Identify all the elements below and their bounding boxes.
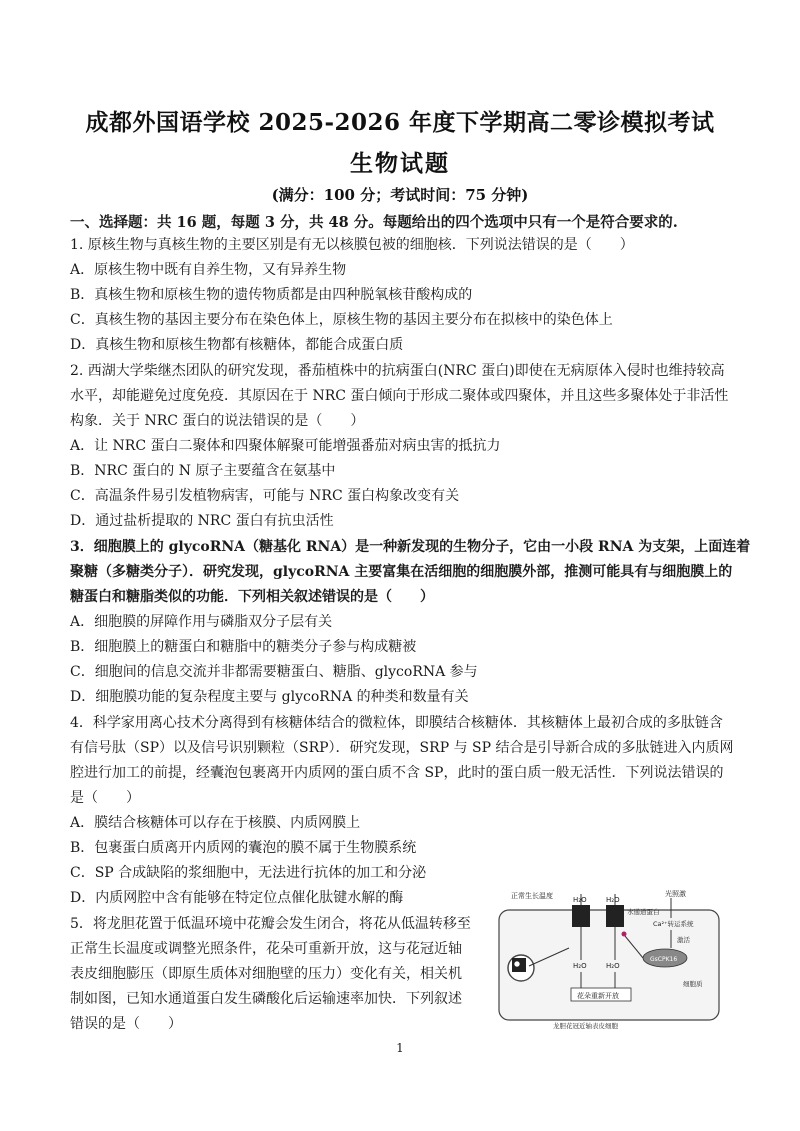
aquaporin-right [606, 905, 624, 927]
q4-stem-line3: 腔进行加工的前提，经囊泡包裹离开内质网的蛋白质不含 SP，此时的蛋白质一般无活性．下列说法错误的 [70, 765, 724, 781]
figure-caption: 龙胆花冠近轴表皮细胞 [553, 1022, 618, 1030]
q4-option-c: C．SP 合成缺陷的浆细胞中，无法进行抗体的加工和分泌 [70, 865, 427, 881]
page-number: 1 [396, 1041, 404, 1055]
exam-title: 成都外国语学校 2025-2026 年度下学期高二零诊模拟考试 [85, 109, 715, 136]
aquaporin-left [572, 905, 590, 927]
q2-option-b: B．NRC 蛋白的 N 原子主要蕴含在氨基中 [70, 463, 336, 479]
q1-option-d: D．真核生物和原核生物都有核糖体，都能合成蛋白质 [70, 337, 404, 353]
mechanism-diagram [493, 888, 725, 1030]
h2o-label-top-left: H₂O [573, 896, 587, 904]
q5-stem-line2: 正常生长温度或调整光照条件，花朵可重新开放，这与花冠近轴 [70, 941, 462, 957]
q5-stem-line1: 5．将龙胆花置于低温环境中花瓣会发生闭合，将花从低温转移至 [70, 916, 471, 932]
q5-stem-line4: 制如图，已知水通道蛋白发生磷酸化后运输速率加快．下列叙述 [70, 991, 462, 1007]
cytoplasm-label: 细胞质 [683, 980, 703, 988]
q4-option-b: B．包裹蛋白质离开内质网的囊泡的膜不属于生物膜系统 [70, 840, 417, 856]
q1-option-c: C．真核生物的基因主要分布在染色体上，原核生物的基因主要分布在拟核中的染色体上 [70, 312, 613, 328]
section-heading: 一、选择题：共 16 题，每题 3 分，共 48 分。每题给出的四个选项中只有一个是符合要求的. [70, 214, 678, 231]
q1-option-a: A．原核生物中既有自养生物，又有异养生物 [70, 262, 347, 278]
q2-stem-line1: 2. 西湖大学柴继杰团队的研究发现，番茄植株中的抗病蛋白(NRC 蛋白)即使在无病原体入侵时也维持较高 [70, 363, 725, 379]
q3-option-b: B．细胞膜上的糖蛋白和糖脂中的糖类分子参与构成糖被 [70, 639, 417, 655]
ca-system-label: Ca²⁺转运系统 [653, 920, 694, 928]
reopen-label: 花朵重新开放 [577, 992, 619, 1000]
q2-option-c: C．高温条件易引发植物病害，可能与 NRC 蛋白构象改变有关 [70, 488, 460, 504]
q2-option-d: D．通过盐析提取的 NRC 蛋白有抗虫活性 [70, 513, 334, 529]
q3-stem-line3: 糖蛋白和糖脂类似的功能．下列相关叙述错误的是（ ） [70, 589, 434, 605]
q4-stem-line1: 4．科学家用离心技术分离得到有核糖体结合的微粒体，即膜结合核糖体．其核糖体上最初合成的多肽链含 [70, 715, 723, 731]
q3-stem-line2: 聚糖（多糖类分子）．研究发现，glycoRNA 主要富集在活细胞的细胞膜外部，推测可能具有与细胞膜上的 [70, 564, 733, 580]
q4-option-d: D．内质网腔中含有能够在特定位点催化肽键水解的酶 [70, 890, 404, 906]
q2-stem-line2: 水平，却能避免过度免疫．其原因在于 NRC 蛋白倾向于形成二聚体或四聚体，并且这些多聚体处于非活性 [70, 388, 729, 404]
q5-stem-line5: 错误的是（ ） [70, 1016, 182, 1032]
h2o-label-top-right: H₂O [606, 896, 620, 904]
phosphate-mark [514, 961, 520, 967]
normal-temp-label: 正常生长温度 [511, 892, 553, 900]
q4-stem-line4: 是（ ） [70, 790, 140, 806]
h2o-label-mid-right: H₂O [606, 962, 620, 970]
q3-option-d: D．细胞膜功能的复杂程度主要与 glycoRNA 的种类和数量有关 [70, 689, 469, 705]
h2o-label-mid-left: H₂O [573, 962, 587, 970]
phosphate-dot [622, 932, 627, 937]
q1-option-b: B．真核生物和原核生物的遗传物质都是由四种脱氧核苷酸构成的 [70, 287, 473, 303]
q2-option-a: A．让 NRC 蛋白二聚体和四聚体解聚可能增强番茄对病虫害的抵抗力 [70, 438, 501, 454]
mechanism-figure [493, 888, 725, 1030]
cdpk-label: GsCPK16 [650, 956, 678, 963]
q4-option-a: A．膜结合核糖体可以存在于核膜、内质网膜上 [70, 815, 361, 831]
light-label: 光照激 [665, 890, 686, 898]
q1-stem: 1. 原核生物与真核生物的主要区别是有无以核膜包被的细胞核．下列说法错误的是（ ） [70, 237, 634, 253]
q4-stem-line2: 有信号肽（SP）以及信号识别颗粒（SRP）．研究发现，SRP 与 SP 结合是引导新合成的多肽链进入内质网 [70, 740, 734, 756]
exam-subject: 生物试题 [350, 150, 450, 177]
q3-option-c: C．细胞间的信息交流并非都需要糖蛋白、糖脂、glycoRNA 参与 [70, 664, 478, 680]
q5-stem-line3: 表皮细胞膨压（即原生质体对细胞壁的压力）变化有关，相关机 [70, 966, 462, 982]
q3-stem-line1: 3．细胞膜上的 glycoRNA（糖基化 RNA）是一种新发现的生物分子，它由一小段 RNA 为支架，上面连着 [70, 539, 751, 555]
q2-stem-line3: 构象．关于 NRC 蛋白的说法错误的是（ ） [70, 413, 365, 429]
q3-option-a: A．细胞膜的屏障作用与磷脂双分子层有关 [70, 614, 333, 630]
exam-meta: (满分：100 分；考试时间：75 分钟) [271, 186, 529, 204]
activate-label: 激活 [677, 936, 690, 944]
aquaporin-label: 水通道蛋白 [627, 908, 660, 916]
